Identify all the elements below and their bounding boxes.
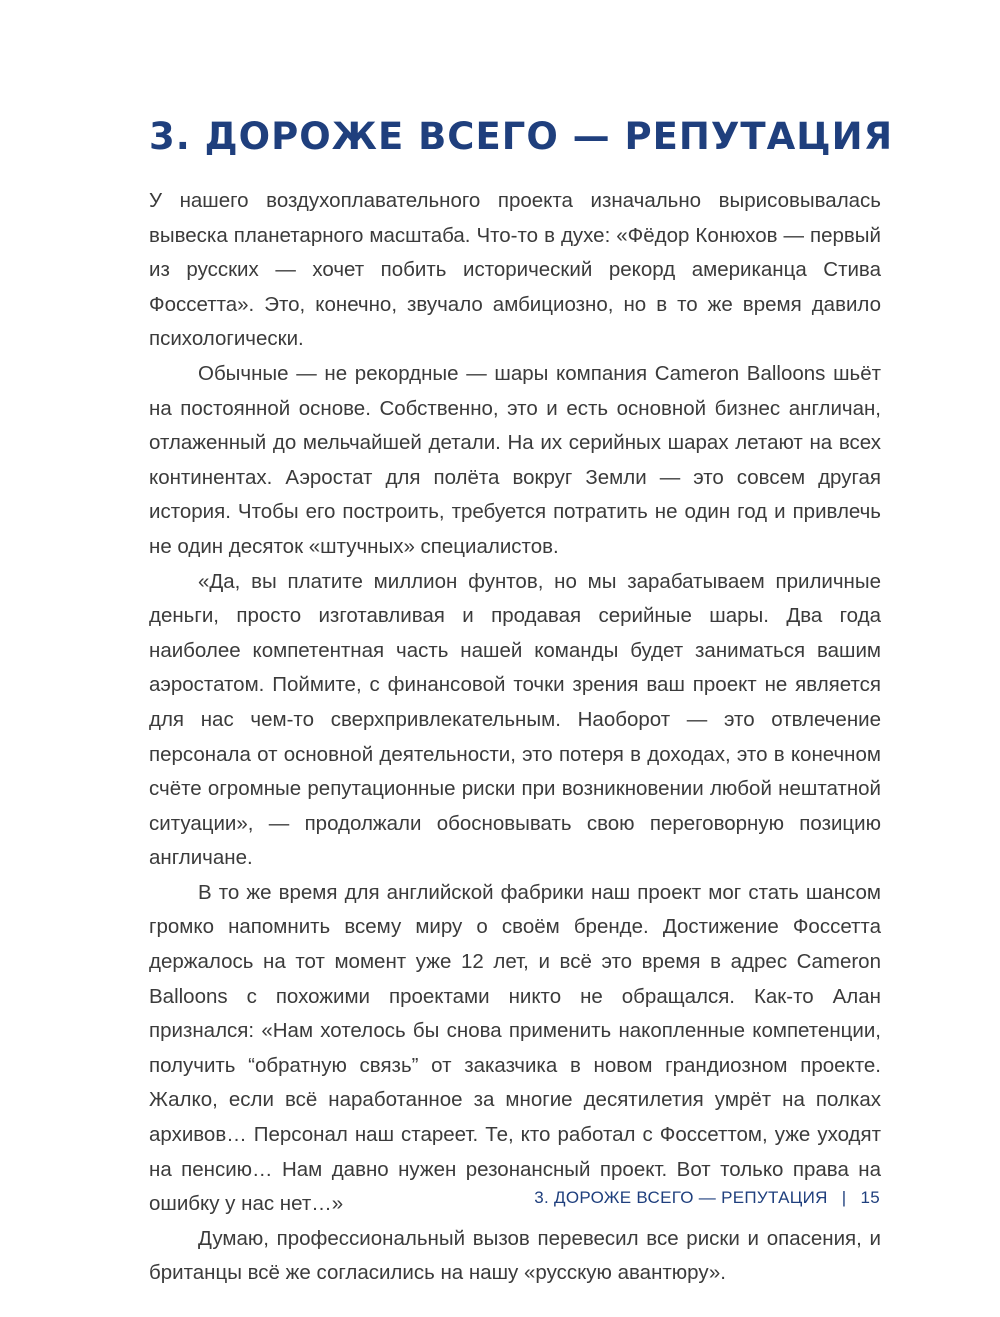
paragraph-3: «Да, вы платите миллион фунтов, но мы зарабатываем приличные деньги, просто изготавливая и продавая серийные шары. Два года наиболее компетентная часть нашей команды будет заниматься вашим аэростатом. Поймите, с финансовой точки зрения ваш проект не является для нас чем-то сверхпривлекательным. Наоборот — это отвлечение персонала от основной деятельности, это потеря в доходах, это в конечном счёте огромные репутационные риски при возникновении любой нештатной ситуации», — продолжали обосновывать свою переговорную позицию англичане.: [149, 569, 881, 870]
footer-running-title: 3. ДОРОЖЕ ВСЕГО — РЕПУТАЦИЯ: [534, 1188, 828, 1207]
body-text: [149, 184, 881, 1291]
running-footer: [534, 1184, 880, 1212]
paragraph-5: Думаю, профессиональный вызов перевесил все риски и опасения, и британцы всё же согласились на нашу «русскую авантюру».: [149, 1226, 881, 1285]
page-number: 15: [860, 1188, 880, 1207]
paragraph-2: Обычные — не рекордные — шары компания Cameron Balloons шьёт на постоянной основе. Собственно, это и есть основной бизнес англичан, отлаженный до мельчайшей детали. На их серийных шарах летают на всех континентах. Аэростат для полёта вокруг Земли — это совсем другая история. Чтобы его построить, требуется потратить не один год и привлечь не один десяток «штучных» специалистов.: [149, 361, 881, 558]
chapter-title: 3. ДОРОЖЕ ВСЕГО — РЕПУТАЦИЯ: [149, 115, 894, 158]
footer-separator: |: [841, 1188, 847, 1207]
paragraph-1: У нашего воздухоплавательного проекта изначально вырисовывалась вывеска планетарного масштаба. Что-то в духе: «Фёдор Конюхов — первый из русских — хочет побить исторический рекорд американца Стива Фоссетта». Это, конечно, звучало амбициозно, но в то же время давило психологически.: [149, 189, 881, 351]
paragraph-4: В то же время для английской фабрики наш проект мог стать шансом громко напомнить всему миру о своём бренде. Достижение Фоссетта держалось на тот момент уже 12 лет, и всё это время в адрес Cameron Balloons с похожими проектами никто не обращался. Как-то Алан признался: «Нам хотелось бы снова применить накопленные компетенции, получить “обратную связь” от заказчика в новом грандиозном проекте. Жалко, если всё наработанное за многие десятилетия умрёт на полках архивов… Персонал наш стареет. Те, кто работал с Фоссеттом, уже уходят на пенсию… Нам давно нужен резонансный проект. Вот только права на ошибку у нас нет…»: [149, 880, 881, 1216]
